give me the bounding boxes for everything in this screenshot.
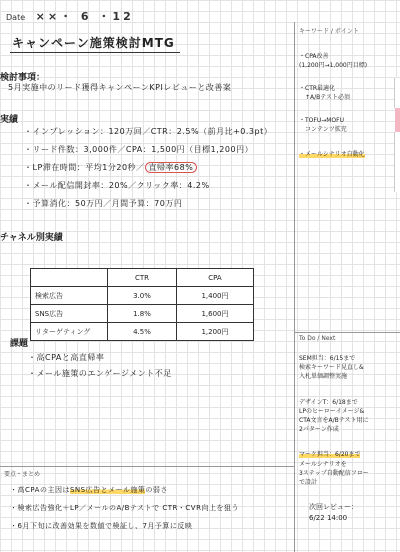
issues-item: ・高CPAと高直帰率	[28, 353, 105, 362]
todo-item: SEM担当：6/15まで 検索キーワード見直し& 入札単価調整実施	[299, 355, 364, 380]
page-tab-active[interactable]	[395, 108, 400, 132]
keyword-highlight: ・メールシナリオ自動化	[299, 151, 365, 158]
page-tab[interactable]	[394, 162, 400, 192]
issues-item: ・メール施策のエンゲージメント不足	[28, 369, 172, 378]
todo-divider	[295, 332, 400, 333]
summary-label: 要点・まとめ	[4, 471, 41, 478]
summary-item: ・検索広告強化＋LP／メールのA/Bテストで CTR・CVR向上を狙う	[10, 504, 239, 512]
table-cell: 1,400円	[177, 287, 254, 305]
channel-label: チャネル別実績	[0, 233, 63, 243]
summary-item	[10, 485, 168, 496]
side-column	[294, 22, 400, 552]
agenda-text: 5月実施中のリード獲得キャンペーンKPIレビューと改善案	[8, 83, 232, 92]
table-cell: SNS広告	[31, 305, 108, 323]
todo-item: メールシナリオを 3ステップ自動配信フロー で設計	[299, 461, 369, 486]
summary-highlight: SNS広告とメール施策	[69, 486, 146, 494]
results-item: ・予算消化：50万円／月間予算：70万円	[24, 199, 183, 208]
date-header	[6, 8, 134, 24]
summary-text: ・高CPAの主因は	[10, 486, 70, 494]
results-item-text: ・LP滞在時間：平均1分20秒／	[24, 163, 145, 172]
table-cell: 1.8%	[108, 305, 177, 323]
page-tab[interactable]	[394, 78, 400, 108]
table-cell: 1,200円	[177, 323, 254, 341]
table-cell: 3.0%	[108, 287, 177, 305]
page-tab[interactable]	[394, 132, 400, 162]
table-row	[31, 305, 254, 323]
results-item: ・メール配信開封率：20%／クリック率：4.2%	[24, 181, 210, 190]
date-value: ××・ 6 ・12	[35, 10, 134, 23]
table-cell: 検索広告	[31, 287, 108, 305]
date-label: Date	[6, 13, 26, 22]
keyword-item: ・TOFU→MOFU コンテンツ拡充	[299, 117, 347, 133]
results-label: 実績	[0, 115, 19, 125]
todo-highlight: マーケ担当：6/20まで	[299, 451, 361, 458]
table-cell: 1,600円	[177, 305, 254, 323]
todo-label: To Do / Next	[299, 335, 336, 342]
table-header	[31, 269, 108, 287]
todo-item	[299, 450, 397, 459]
channel-table	[30, 268, 254, 341]
keyword-label: キーワード / ポイント	[299, 28, 359, 35]
summary-text: の弱さ	[145, 486, 168, 494]
table-header: CPA	[177, 269, 254, 287]
keyword-item	[299, 150, 397, 159]
keyword-item: ・CPA改善 (1,200円→1,000円目標)	[299, 53, 368, 69]
table-cell: リターゲティング	[31, 323, 108, 341]
summary-item: ・6月下旬に改善効果を数値で検証し、7月予算に反映	[10, 522, 193, 530]
next-review: 次回レビュー： 6/22 14:00	[309, 503, 358, 522]
bounce-rate-circled: 直帰率68%	[145, 162, 198, 173]
table-row	[31, 287, 254, 305]
title-underline	[10, 52, 180, 53]
table-header: CTR	[108, 269, 177, 287]
results-item: ・リード件数：3,000件／CPA：1,500円（目標1,200円）	[24, 145, 254, 154]
issues-label: 課題	[10, 339, 29, 349]
agenda-label: 検討事項：	[0, 73, 46, 83]
keyword-item: ・CTR最適化 ↑A/Bテスト必須	[299, 85, 351, 101]
table-row	[31, 323, 254, 341]
results-item: ・インプレッション：120万回／CTR：2.5%（前月比+0.3pt）	[24, 127, 273, 136]
todo-item: デザインT：6/18まで LPのヒーローイメージ& CTA文言をA/Bテスト用に 2パターン作成	[299, 399, 369, 433]
page-title: キャンペーン施策検討MTG	[12, 36, 175, 50]
summary-section	[0, 466, 294, 552]
results-item	[24, 162, 197, 173]
table-cell: 4.5%	[108, 323, 177, 341]
